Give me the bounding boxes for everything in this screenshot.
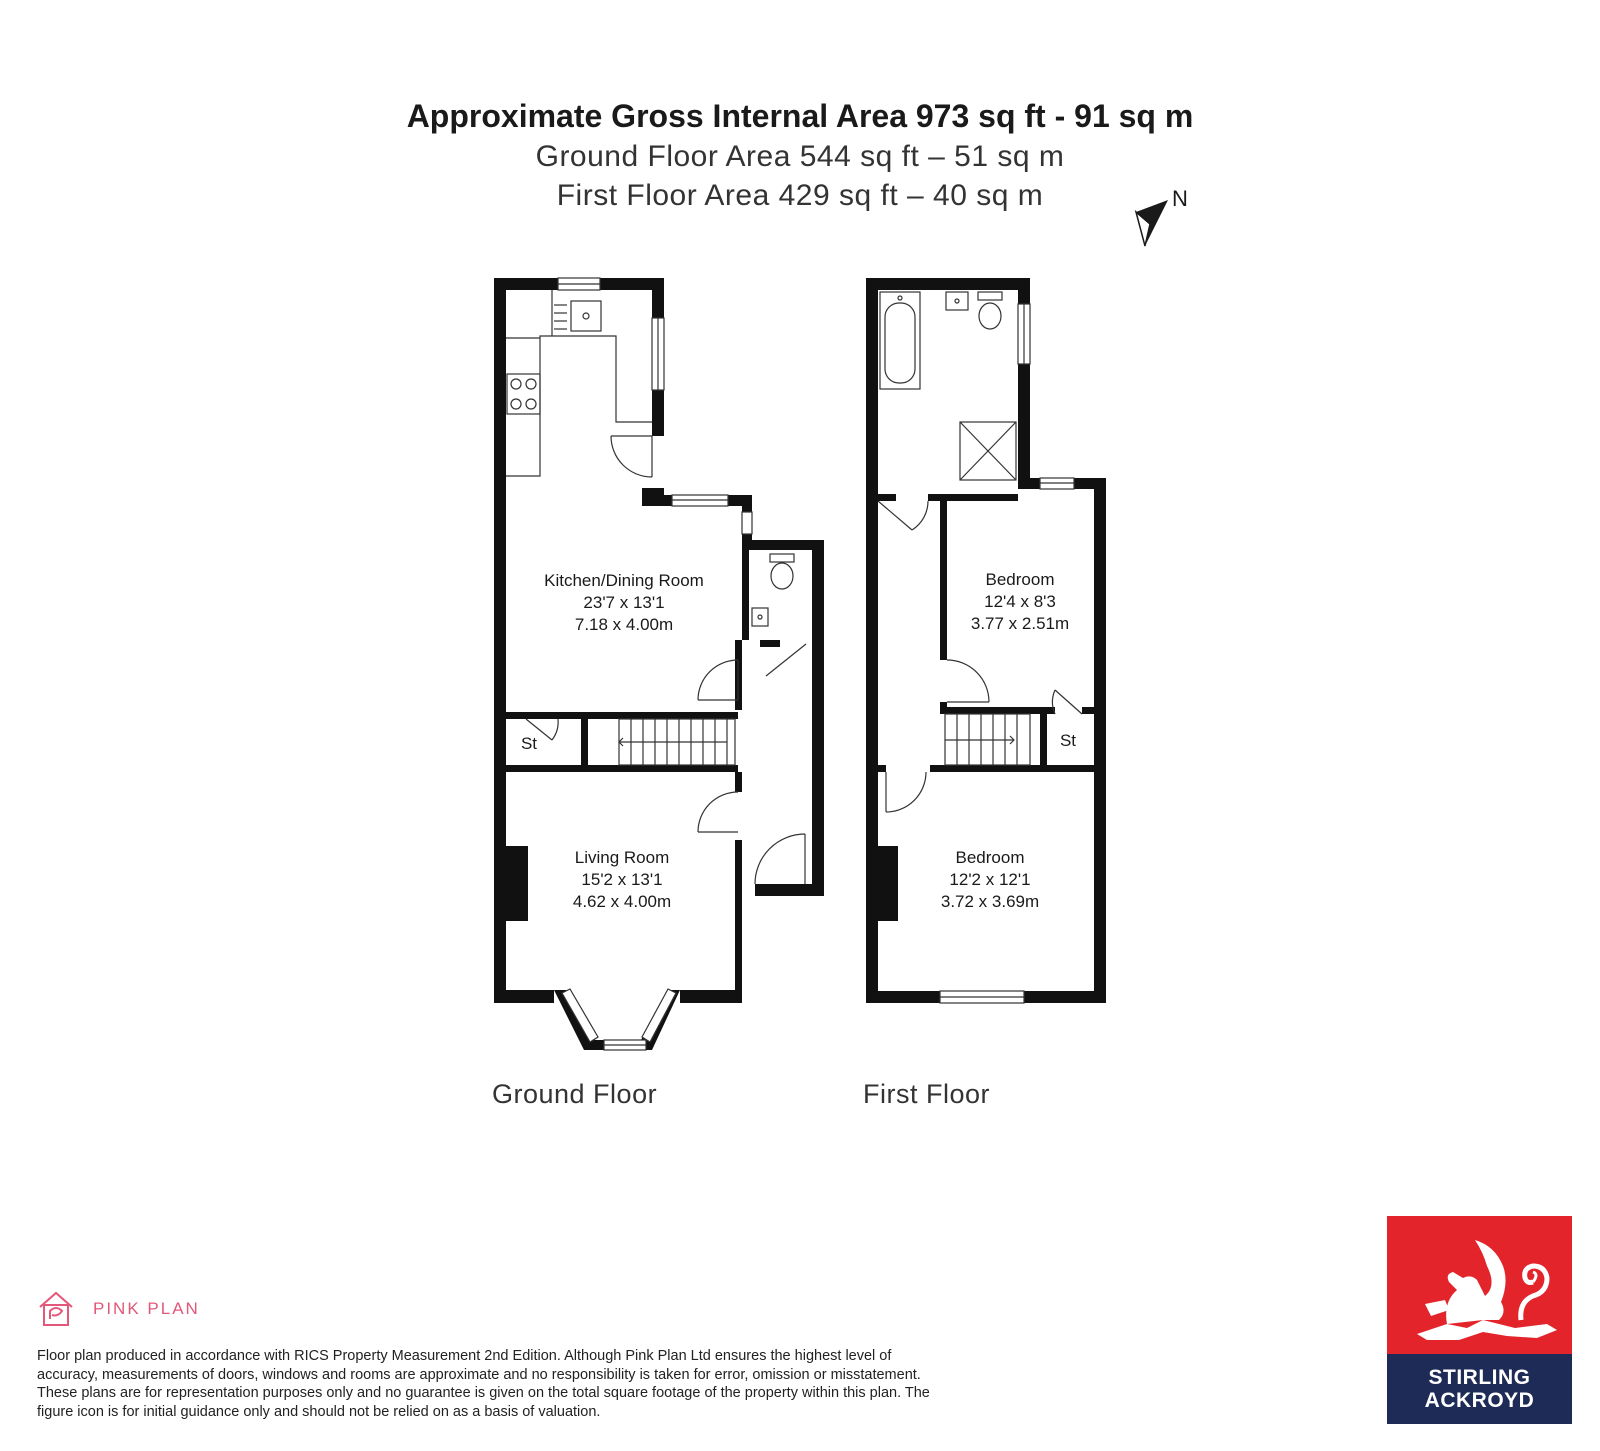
living-name: Living Room: [574, 848, 670, 867]
bedroom2-metric: 3.72 x 3.69m: [940, 892, 1040, 911]
kitchen-name: Kitchen/Dining Room: [544, 571, 704, 590]
ground-floor-plan: [494, 278, 824, 1050]
bedroom1-imperial: 12'4 x 8'3: [984, 592, 1056, 611]
ground-floor-label: Ground Floor: [492, 1079, 658, 1109]
first-floor-area: First Floor Area 429 sq ft – 40 sq m: [556, 179, 1044, 212]
logo-red-panel: [1387, 1216, 1572, 1354]
living-metric: 4.62 x 4.00m: [572, 892, 672, 911]
north-arrow-icon: [1136, 186, 1188, 246]
pink-plan-brand: PINK PLAN: [93, 1299, 200, 1318]
logo-line-2: ACKROYD: [1424, 1389, 1535, 1412]
stirling-ackroyd-logo: [1387, 1216, 1572, 1424]
kitchen-metric: 7.18 x 4.00m: [574, 615, 674, 634]
first-store-label: St: [1059, 731, 1077, 750]
bedroom2-name: Bedroom: [955, 848, 1025, 867]
ground-store-label: St: [520, 734, 538, 753]
living-imperial: 15'2 x 13'1: [581, 870, 663, 889]
area-title: Approximate Gross Internal Area 973 sq ft - 91 sq m: [406, 98, 1194, 134]
ground-floor-area: Ground Floor Area 544 sq ft – 51 sq m: [535, 140, 1065, 173]
griffin-icon: [1387, 1216, 1572, 1354]
bedroom2-imperial: 12'2 x 12'1: [949, 870, 1031, 889]
logo-navy-panel: [1387, 1354, 1572, 1424]
bedroom1-name: Bedroom: [985, 570, 1055, 589]
logo-line-1: STIRLING: [1428, 1366, 1531, 1389]
first-floor-label: First Floor: [863, 1079, 990, 1109]
bedroom1-metric: 3.77 x 2.51m: [970, 614, 1070, 633]
compass-label: N: [1172, 186, 1188, 211]
kitchen-imperial: 23'7 x 13'1: [583, 593, 665, 612]
disclaimer-text: Floor plan produced in accordance with RICS Property Measurement 2nd Edition. Although Pink Plan Ltd ensures the highest level of accuracy, measurements of doors, windows and rooms are approximate and no responsibility is taken for error, omission or misstatement. These plans are for representation purposes only and no guarantee is given on the total square footage of the property within this plan. The figure icon is for initial guidance only and should not be relied on as a basis of valuation.: [37, 1348, 930, 1420]
pink-plan-logo-icon: [36, 1287, 86, 1329]
